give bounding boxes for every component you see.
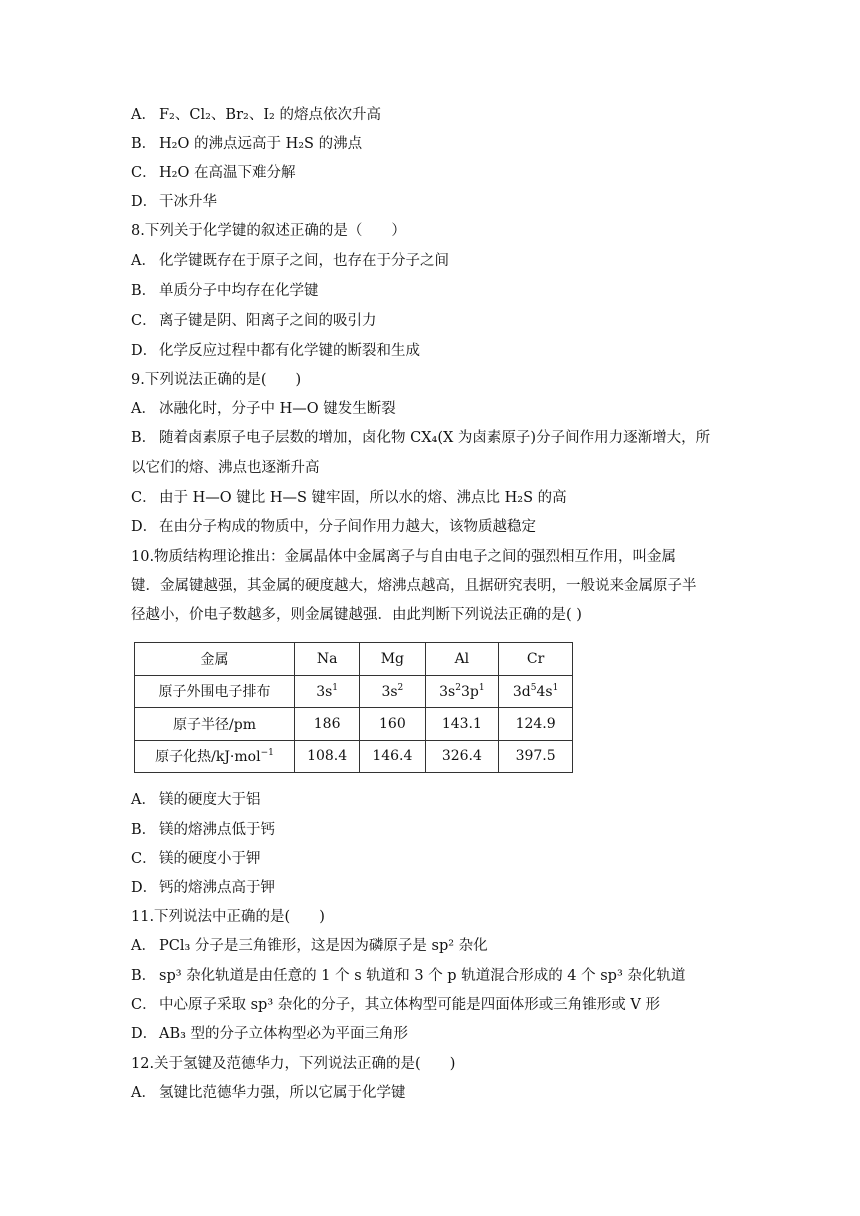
option-label: A． [131, 938, 156, 954]
answer-option [131, 311, 377, 331]
line-text: 镁的硬度大于铝 [159, 792, 261, 808]
option-label: A． [131, 792, 156, 808]
line-text: H₂O 在高温下难分解 [159, 165, 296, 181]
question-line [131, 221, 406, 241]
line-text: 干冰升华 [159, 194, 217, 210]
option-label: C． [131, 165, 157, 181]
option-label: B． [131, 430, 157, 446]
answer-option [131, 849, 261, 869]
option-label: A． [131, 107, 156, 123]
option-label: B． [131, 283, 157, 299]
question-line [131, 458, 320, 478]
question-line [131, 547, 676, 567]
line-text: 镁的熔沸点低于钙 [159, 822, 275, 838]
table-row-radius [135, 708, 573, 741]
answer-option [131, 428, 710, 448]
line-text: H₂O 的沸点远高于 H₂S 的沸点 [159, 136, 363, 152]
answer-option [131, 488, 567, 508]
answer-option [131, 517, 536, 537]
option-label: A． [131, 1085, 156, 1101]
question-line [131, 1054, 455, 1074]
line-text: 11.下列说法中正确的是( ) [131, 909, 325, 925]
option-label: B． [131, 822, 157, 838]
table-row-atomization-heat [135, 740, 573, 773]
line-text: 钙的熔沸点高于钾 [159, 880, 275, 896]
answer-option [131, 134, 362, 154]
table-header-row [135, 643, 573, 676]
line-text: F₂、Cl₂、Br₂、I₂ 的熔点依次升高 [159, 107, 381, 123]
table-cell: $3s^23p^1$ [425, 675, 499, 708]
option-label: B． [131, 968, 157, 984]
line-text: 镁的硬度小于钾 [159, 851, 261, 867]
answer-option [131, 878, 275, 898]
option-label: C． [131, 997, 157, 1013]
option-label: B． [131, 136, 157, 152]
option-label: C． [131, 490, 157, 506]
table-header-cell: Na [295, 643, 360, 676]
line-text: 化学键既存在于原子之间，也存在于分子之间 [159, 253, 449, 269]
table-header-cell: 金属 [135, 643, 295, 676]
line-text: 单质分子中均存在化学键 [159, 283, 319, 299]
line-text: AB₃ 型的分子立体构型必为平面三角形 [159, 1026, 409, 1042]
line-text: 10.物质结构理论推出：金属晶体中金属离子与自由电子之间的强烈相互作用，叫金属 [131, 549, 677, 565]
table-header-cell: Al [425, 643, 499, 676]
question-line [131, 576, 697, 596]
option-label: C． [131, 851, 157, 867]
table-cell: $3d^54s^1$ [499, 675, 573, 708]
question-line [131, 605, 582, 625]
line-text: 以它们的熔、沸点也逐渐升高 [131, 460, 320, 476]
line-text: 径越小，价电子数越多，则金属键越强．由此判断下列说法正确的是( ) [131, 607, 582, 623]
table-cell: $3s^2$ [360, 675, 425, 708]
line-text: 键．金属键越强，其金属的硬度越大，熔沸点越高，且据研究表明，一般说来金属原子半 [131, 578, 697, 594]
answer-option [131, 790, 261, 810]
line-text: 离子键是阴、阳离子之间的吸引力 [159, 313, 377, 329]
answer-option [131, 251, 449, 271]
answer-option [131, 1024, 408, 1044]
answer-option [131, 1083, 406, 1103]
option-label: C． [131, 313, 157, 329]
table-header-cell: Mg [360, 643, 425, 676]
row-label: 原子外围电子排布 [135, 675, 295, 708]
answer-option [131, 936, 488, 956]
line-text: 中心原子采取 sp³ 杂化的分子，其立体构型可能是四面体形或三角锥形或 V 形 [159, 997, 660, 1013]
table-cell: 326.4 [425, 740, 499, 773]
answer-option [131, 341, 420, 361]
line-text: 在由分子构成的物质中，分子间作用力越大，该物质越稳定 [159, 519, 536, 535]
answer-option [131, 281, 319, 301]
table-cell: $3s^1$ [295, 675, 360, 708]
option-label: D． [131, 194, 158, 210]
option-label: A． [131, 253, 156, 269]
table-header-cell: Cr [499, 643, 573, 676]
table-cell: 108.4 [295, 740, 360, 773]
table-cell: 397.5 [499, 740, 573, 773]
answer-option [131, 163, 295, 183]
table-cell: 146.4 [360, 740, 425, 773]
table-cell: 160 [360, 708, 425, 741]
line-text: 由于 H—O 键比 H—S 键牢固，所以水的熔、沸点比 H₂S 的高 [159, 490, 567, 506]
answer-option [131, 399, 396, 419]
answer-option [131, 966, 685, 986]
metal-properties-table [134, 642, 573, 773]
row-label: 原子化热/kJ·mol$^{-1}$ [135, 740, 295, 773]
row-label: 原子半径/pm [135, 708, 295, 741]
line-text: PCl₃ 分子是三角锥形，这是因为磷原子是 sp² 杂化 [159, 938, 488, 954]
line-text: 冰融化时，分子中 H—O 键发生断裂 [159, 401, 396, 417]
option-label: D． [131, 343, 158, 359]
question-line [131, 907, 325, 927]
option-label: D． [131, 880, 158, 896]
line-text: sp³ 杂化轨道是由任意的 1 个 s 轨道和 3 个 p 轨道混合形成的 4 个 sp³ 杂化轨道 [159, 968, 686, 984]
table-cell: 124.9 [499, 708, 573, 741]
question-line [131, 370, 301, 390]
line-text: 化学反应过程中都有化学键的断裂和生成 [159, 343, 420, 359]
table-cell: 186 [295, 708, 360, 741]
answer-option [131, 192, 217, 212]
line-text: 8.下列关于化学键的叙述正确的是（ ） [131, 223, 406, 239]
answer-option [131, 820, 275, 840]
line-text: 9.下列说法正确的是( ) [131, 372, 302, 388]
table-cell: 143.1 [425, 708, 499, 741]
option-label: D． [131, 1026, 158, 1042]
table-row-electron-config [135, 675, 573, 708]
answer-option [131, 995, 660, 1015]
line-text: 氢键比范德华力强，所以它属于化学键 [159, 1085, 406, 1101]
line-text: 12.关于氢键及范德华力，下列说法正确的是( ) [131, 1056, 456, 1072]
answer-option [131, 105, 381, 125]
option-label: A． [131, 401, 156, 417]
option-label: D． [131, 519, 158, 535]
line-text: 随着卤素原子电子层数的增加，卤化物 CX₄(X 为卤素原子)分子间作用力逐渐增大，所 [159, 430, 711, 446]
